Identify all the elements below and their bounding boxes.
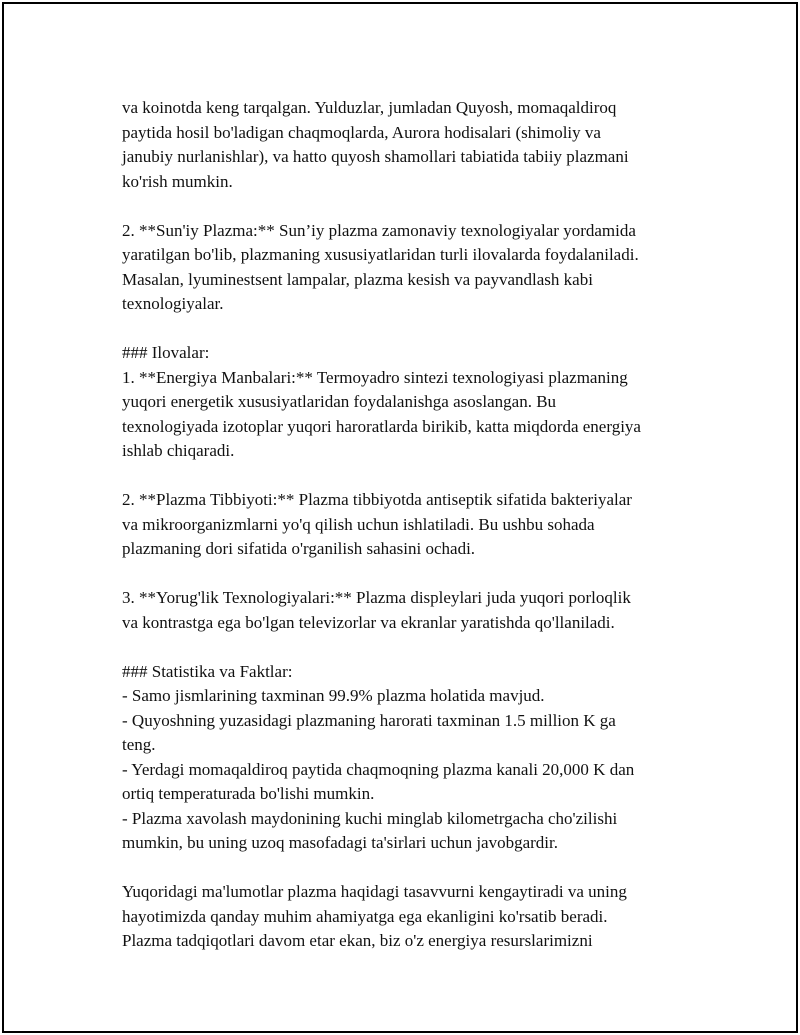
text-line: ko'rish mumkin. [122, 171, 233, 191]
paragraph-light-technologies [122, 586, 692, 635]
document-body [122, 96, 692, 978]
paragraph-conclusion [122, 880, 692, 954]
text-line: Plazma tadqiqotlari davom etar ekan, biz o'z energiya resurslarimizni [122, 931, 593, 950]
list-item: - Quyoshning yuzasidagi plazmaning harorati taxminan 1.5 million K ga [122, 710, 616, 730]
text-line: mumkin, bu uning uzoq masofadagi ta'sirlari uchun javobgardir. [122, 833, 558, 852]
text-line: texnologiyalar. [122, 294, 224, 313]
paragraph-plasma-medicine [122, 488, 692, 562]
page-frame [2, 2, 798, 1033]
list-item: - Samo jismlarining taxminan 99.9% plazma holatida mavjud. [122, 686, 545, 705]
text-line: 2. **Plazma Tibbiyoti:** Plazma tibbiyotda antiseptik sifatida bakteriyalar [122, 490, 632, 509]
list-item: - Yerdagi momaqaldiroq paytida chaqmoqning plazma kanali 20,000 K dan [122, 759, 635, 779]
text-line: hayotimizda qanday muhim ahamiyatga ega ekanligini ko'rsatib beradi. [122, 906, 608, 926]
text-line: 3. **Yorug'lik Texnologiyalari:** Plazma displeylari juda yuqori porloqlik [122, 588, 631, 607]
text-line: yaratilgan bo'lib, plazmaning xususiyatlaridan turli ilovalarda foydalaniladi. [122, 245, 639, 264]
text-line: plazmaning dori sifatida o'rganilish sahasini ochadi. [122, 539, 476, 558]
text-line: 1. **Energiya Manbalari:** Termoyadro sintezi texnologiyasi plazmaning [122, 367, 628, 387]
text-line: janubiy nurlanishlar), va hatto quyosh shamollari tabiatida tabiiy plazmani [122, 147, 629, 166]
paragraph-statistics [122, 660, 692, 856]
text-line: va kontrastga ega bo'lgan televizorlar va ekranlar yaratishda qo'llaniladi. [122, 612, 615, 632]
section-heading: ### Statistika va Faktlar: [122, 661, 293, 681]
text-line: paytida hosil bo'ladigan chaqmoqlarda, Aurora hodisalari (shimoliy va [122, 122, 601, 142]
list-item: - Plazma xavolash maydonining kuchi minglab kilometrgacha cho'zilishi [122, 808, 618, 828]
text-line: va koinotda keng tarqalgan. Yulduzlar, jumladan Quyosh, momaqaldiroq [122, 98, 617, 117]
text-line: teng. [122, 735, 156, 754]
text-line: ishlab chiqaradi. [122, 441, 235, 460]
text-line: ortiq temperaturada bo'lishi mumkin. [122, 784, 375, 803]
text-line: texnologiyada izotoplar yuqori haroratlarda birikib, katta miqdorda energiya [122, 416, 641, 436]
text-line: Masalan, lyuminestsent lampalar, plazma kesish va payvandlash kabi [122, 269, 593, 289]
section-heading: ### Ilovalar: [122, 343, 210, 362]
paragraph-natural-plasma [122, 96, 692, 194]
text-line: 2. **Sun'iy Plazma:** Sun’iy plazma zamonaviy texnologiyalar yordamida [122, 220, 636, 240]
text-line: va mikroorganizmlarni yo'q qilish uchun ishlatiladi. Bu ushbu sohada [122, 514, 595, 534]
paragraph-artificial-plasma [122, 219, 692, 317]
paragraph-applications-energy [122, 341, 692, 464]
text-line: Yuqoridagi ma'lumotlar plazma haqidagi tasavvurni kengaytiradi va uning [122, 882, 627, 901]
text-line: yuqori energetik xususiyatlaridan foydalanishga asoslangan. Bu [122, 392, 557, 411]
